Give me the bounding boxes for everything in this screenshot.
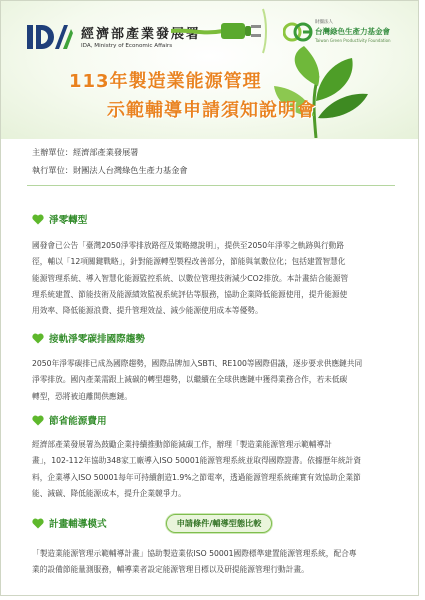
header-banner [1,1,418,139]
section-heading-label: 淨零轉型 [49,215,88,226]
para-line: 能源管理系統、導入智慧化能源監控系統、以數位管理技術減少CO2排放。本計畫結合能源管 [32,273,349,283]
para-line: 用效率、降低能源浪費、提升管理效益、減少能源使用成本等優勢。 [32,306,263,316]
heart-icon [32,214,44,225]
ida-english-name: IDA, Ministry of Economic Affairs [81,43,173,49]
tgpf-english-name: Taiwan Green Productivity Foundation [315,38,391,43]
heart-icon [32,415,44,426]
section-paragraph-guidance-mode [32,546,394,579]
tgpf-corp-label: 財團法人 [315,20,333,25]
ida-logo-icon [27,23,73,51]
section-heading-energy-savings [32,413,107,427]
section-heading-label: 接軌淨零碳排國際趨勢 [49,334,145,345]
ida-name: 經濟部產業發展署 [81,27,202,42]
para-line: 淨零排放。國內產業需跟上減碳的轉型趨勢，以繼續在全球供應鏈中獲得業務合作，若未低碳 [32,375,348,385]
para-line: 徑，輔以「12項關鍵戰略」，針對能源轉型製程改善部分，節能與氧數位化；包括建置智慧化 [32,257,346,267]
para-line: 理系統建置、節能技術及能源績效監視系統評估等服務，協助企業降低能源使用，提升能源使 [32,289,348,299]
eligibility-comparison-badge[interactable]: 申請條件/輔導型態比較 [166,514,272,533]
para-line: 經濟部產業發展署為鼓勵企業持續推動節能減碳工作，辦理「製造業能源管理示範輔導計 [32,440,332,449]
tgpf-name: 台灣綠色生產力基金會 [315,27,390,36]
para-line: 畫」，102-112年協助348家工廠導入ISO 50001能源管理系統並取得國際證書。依據歷年統計資 [32,456,362,466]
organizer-line: 主辦單位：經濟部產業發展署 [32,147,139,157]
title-line-2: 示範輔導申請須知說明會 [107,100,316,121]
leaves-icon [256,46,376,138]
divider [27,185,395,186]
section-heading-guidance-mode [32,516,107,530]
section-heading-label: 節省能源費用 [49,416,107,427]
para-line: 轉型，恐將被迫離開供應鏈。 [32,391,132,401]
section-paragraph-international-trend [32,356,394,405]
para-line: 料，企業導入ISO 50001每年可持續創造1.9%之節電率，透過能源管理系統確實有效協助企業節 [32,472,361,482]
section-paragraph-energy-savings [32,437,394,502]
section-heading-label: 計畫輔導模式 [49,519,107,530]
heart-icon [32,333,44,344]
para-line: 「製造業能源管理示範輔導計畫」協助製造業依ISO 50001國際標準建置能源管理系統，配合專 [32,549,357,558]
heart-icon [32,518,44,529]
section-heading-net-zero [32,212,87,226]
para-line: 業的設備節能量測服務，輔導業者設定能源管理目標以及研提能源管理行動計畫。 [32,565,309,575]
para-line: 能、減碳、降低能源成本，提升企業競爭力。 [32,488,186,498]
para-line: 國發會已公告「臺灣2050淨零排放路徑及策略總說明」，提供至2050年淨零之軌跡與行動路 [32,241,345,250]
title-line-1: 113年製造業能源管理 [69,71,262,92]
section-paragraph-net-zero [32,238,394,319]
executor-line: 執行單位：財團法人台灣綠色生產力基金會 [32,165,188,175]
para-line: 2050年淨零碳排已成為國際趨勢，國際品牌加入SBTi、RE100等國際倡議，逐步要求供應鏈共同 [32,359,363,368]
section-heading-international-trend [32,331,145,345]
tgpf-logo-icon [283,20,313,44]
